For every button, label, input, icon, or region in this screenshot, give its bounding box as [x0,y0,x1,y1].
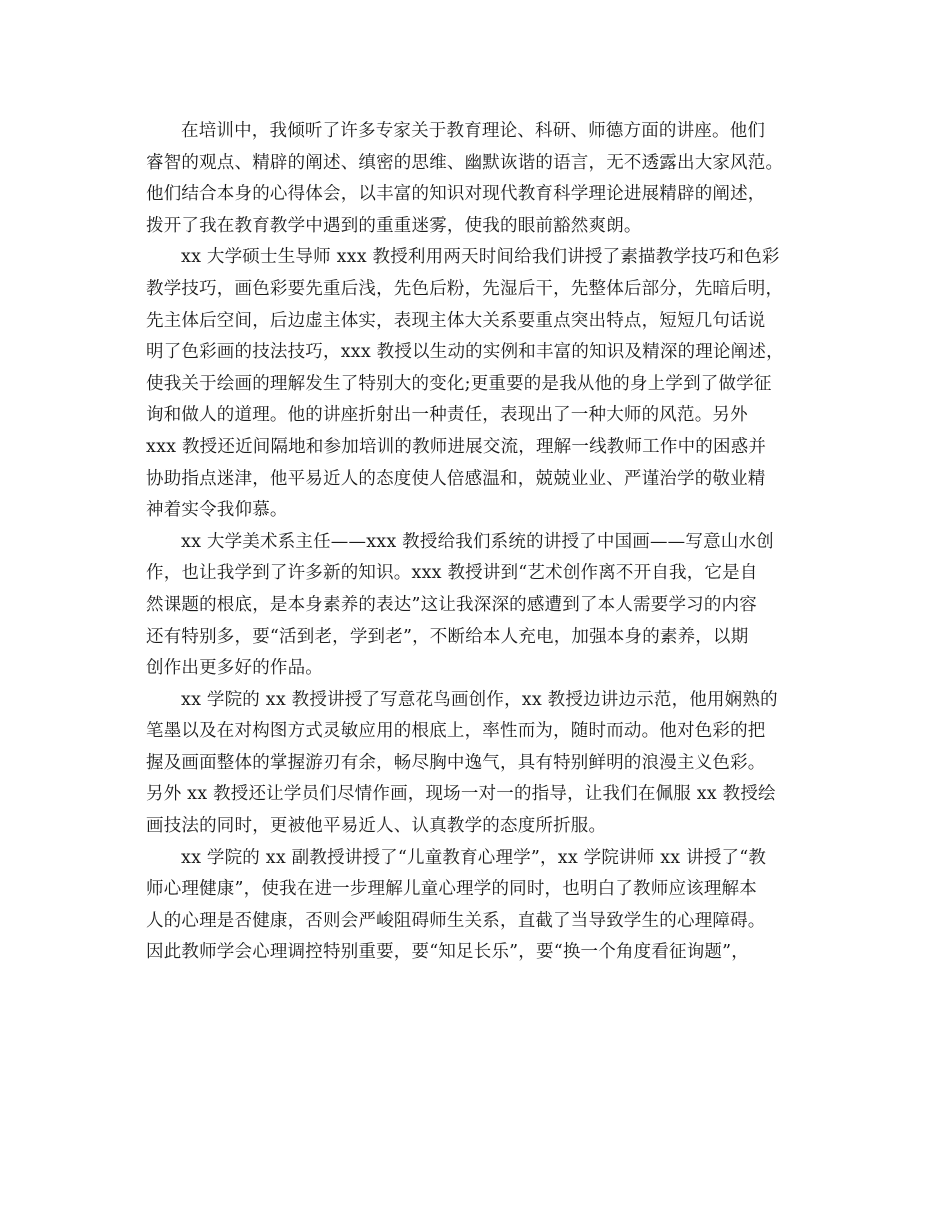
text-line: 然课题的根底，是本身素养的表达”这让我深深的感遭到了本人需要学习的内容 [146,594,757,615]
text-line: 师心理健康”，使我在进一步理解儿童心理学的同时，也明白了教师应该理解本 [146,879,757,900]
text-line: xx 学院的 xx 教授讲授了写意花鸟画创作，xx 教授边讲边示范，他用娴熟的 [181,689,778,710]
text-line: 作，也让我学到了许多新的知识。xxx 教授讲到“艺术创作离不开自我，它是自 [146,563,758,584]
text-line: 教学技巧，画色彩要先重后浅，先色后粉，先湿后干，先整体后部分，先暗后明， [146,278,784,299]
text-line: 另外 xx 教授还让学员们尽情作画，现场一对一的指导，让我们在佩服 xx 教授绘 [146,784,776,805]
text-line: 询和做人的道理。他的讲座折射出一种责任，表现出了一种大师的风范。另外 [146,405,748,426]
paragraph-5 [146,843,811,969]
text-line: xxx 教授还近间隔地和参加培训的教师进展交流，理解一线教师工作中的困惑并 [146,436,767,457]
text-line: 握及画面整体的掌握游刃有余，畅尽胸中逸气，具有特别鲜明的浪漫主义色彩。 [146,752,766,773]
text-line: 睿智的观点、精辟的阐述、缜密的思维、幽默诙谐的语言，无不透露出大家风范。 [146,152,784,173]
text-line: 神着实令我仰慕。 [146,500,288,521]
text-line: 在培训中，我倾听了许多专家关于教育理论、科研、师德方面的讲座。他们 [181,121,766,141]
text-line: 明了色彩画的技法技巧，xxx 教授以生动的实例和丰富的知识及精深的理论阐述， [146,342,784,363]
text-line: 还有特别多，要“活到老，学到老”，不断给本人充电，加强本身的素养，以期 [146,626,749,647]
text-line: xx 大学美术系主任——xxx 教授给我们系统的讲授了中国画——写意山水创 [181,531,774,552]
text-line: 使我关于绘画的理解发生了特别大的变化;更重要的是我从他的身上学到了做学征 [146,373,772,394]
text-line: 人的心理是否健康，否则会严峻阻碍师生关系，直截了当导致学生的心理障碍。 [146,910,766,931]
text-line: 创作出更多好的作品。 [146,658,323,679]
paragraph-3 [146,527,811,685]
text-line: 协助指点迷津，他平易近人的态度使人倍感温和，兢兢业业、严谨治学的敬业精 [146,468,766,489]
text-line: xx 学院的 xx 副教授讲授了“儿童教育心理学”，xx 学院讲师 xx 讲授了“教 [181,847,767,868]
text-line: 他们结合本身的心得体会，以丰富的知识对现代教育科学理论进展精辟的阐述， [146,184,766,205]
document-body [146,116,811,969]
text-line: xx 大学硕士生导师 xxx 教授利用两天时间给我们讲授了素描教学技巧和色彩 [181,247,780,268]
text-line: 画技法的同时，更被他平易近人、认真教学的态度所折服。 [146,816,607,837]
text-line: 先主体后空间，后边虚主体实，表现主体大关系要重点突出特点，短短几句话说 [146,310,766,331]
paragraph-1 [146,116,811,242]
paragraph-2 [146,242,811,526]
paragraph-4 [146,685,811,843]
text-line: 拨开了我在教育教学中遇到的重重迷雾，使我的眼前豁然爽朗。 [146,215,642,236]
text-line: 因此教师学会心理调控特别重要，要“知足长乐”，要“换一个角度看征询题”， [146,942,749,963]
text-line: 笔墨以及在对构图方式灵敏应用的根底上，率性而为，随时而动。他对色彩的把 [146,721,766,742]
